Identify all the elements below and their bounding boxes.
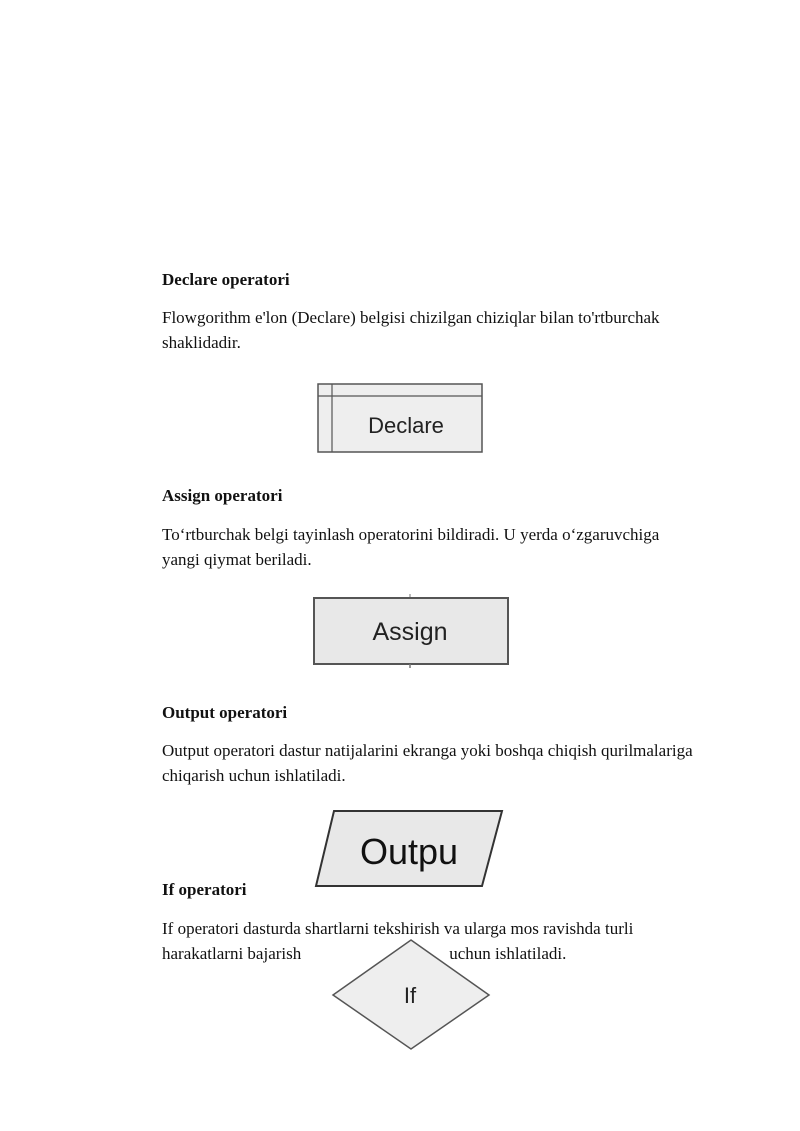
declare-shape [316,382,484,456]
if-shape-label: If [403,983,417,1008]
declare-shape-label: Declare [368,413,444,438]
if-paragraph-line2-part1: harakatlarni bajarish [162,944,302,963]
declare-paragraph-line2: shaklidadir. [162,333,241,352]
assign-shape-label: Assign [372,618,448,646]
if-paragraph-line2-part2: uchun ishlatiladi. [449,944,567,963]
output-paragraph-line2: chiqarish uchun ishlatiladi. [162,766,346,785]
output-paragraph [162,738,742,788]
declare-paragraph [162,305,742,355]
if-paragraph-line1: If operatori dasturda shartlarni tekshirish va ularga mos ravishda turli [162,919,634,938]
assign-heading: Assign operatori [162,486,283,505]
output-paragraph-line1: Output operatori dastur natijalarini ekranga yoki boshqa chiqish qurilmalariga [162,741,693,760]
output-heading: Output operatori [162,703,288,722]
output-shape [312,808,506,890]
assign-paragraph [162,522,742,572]
if-shape [330,938,492,1052]
assign-paragraph-line2: yangi qiymat beriladi. [162,550,312,569]
declare-heading: Declare operatori [162,270,290,289]
if-heading: If operatori [162,880,247,899]
assign-paragraph-line1: To‘rtburchak belgi tayinlash operatorini bildiradi. U yerda o‘zgaruvchiga [162,525,660,544]
assign-shape [312,596,510,668]
declare-paragraph-line1: Flowgorithm e'lon (Declare) belgisi chizilgan chiziqlar bilan to'rtburchak [162,308,660,327]
output-shape-label: Outpu [359,831,459,872]
